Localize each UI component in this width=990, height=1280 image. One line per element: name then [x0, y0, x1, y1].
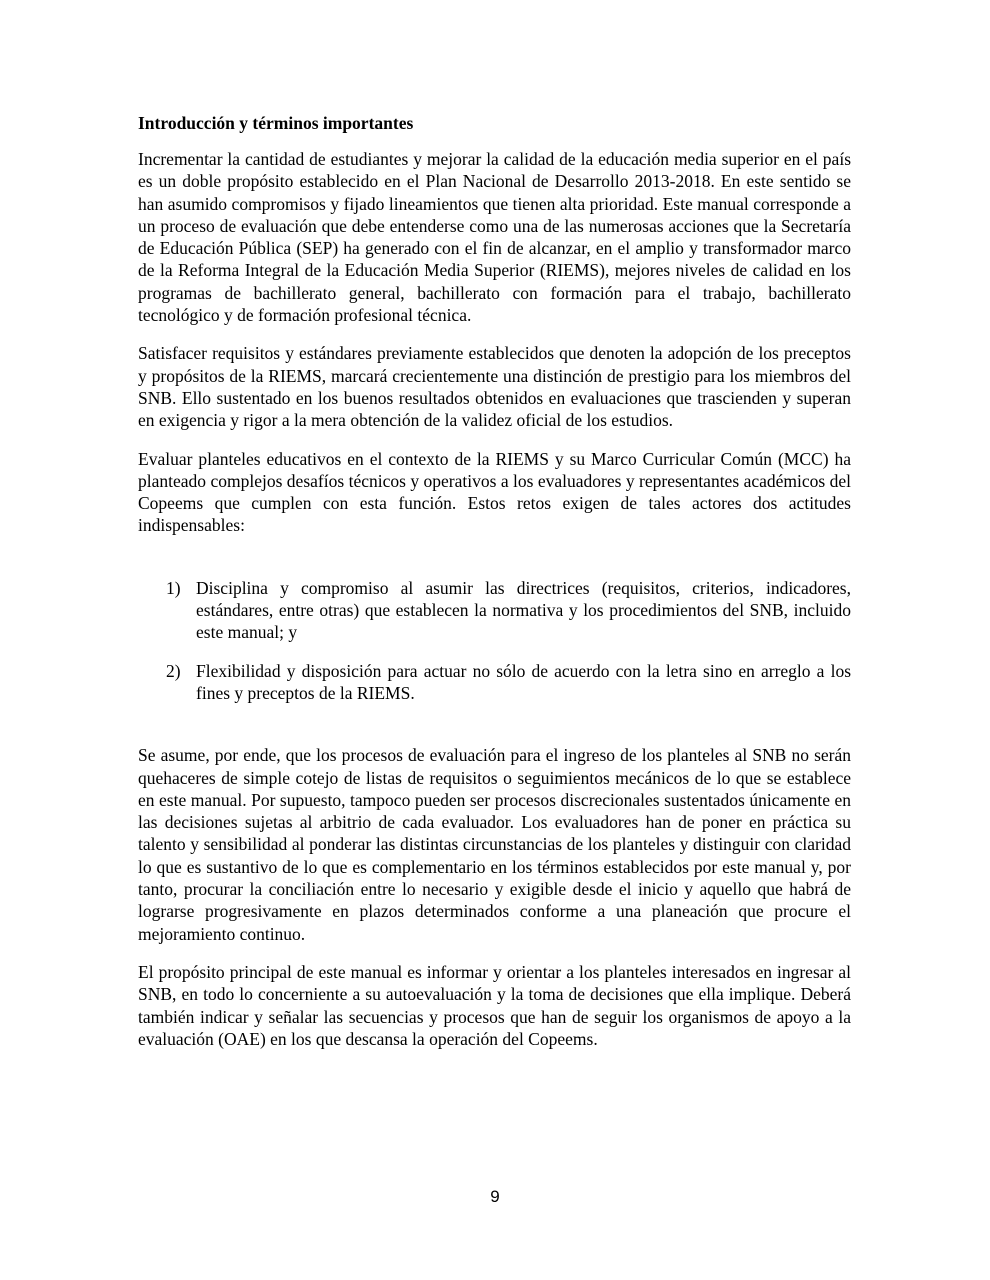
list-item	[138, 577, 851, 644]
list-item-text: Disciplina y compromiso al asumir las directrices (requisitos, criterios, indicadores, estándares, entre otras) que establecen la normativa y los procedimientos del SNB, incluido este manual; y	[196, 577, 851, 643]
paragraph-manual-purpose: El propósito principal de este manual es informar y orientar a los planteles interesados en ingresar al SNB, en todo lo concerniente a su autoevaluación y la toma de decisiones que ella implique. Deberá también indicar y señalar las secuencias y procesos que han de seguir los organismos de apoyo a la evaluación (OAE) en los que descansa la operación del Copeems.	[138, 961, 851, 1049]
document-page	[138, 112, 851, 1066]
list-item	[138, 660, 851, 705]
list-item-number: 2)	[166, 660, 181, 681]
attitudes-list	[138, 577, 851, 704]
paragraph-challenges: Evaluar planteles educativos en el contexto de la RIEMS y su Marco Curricular Común (MCC) ha planteado complejos desafíos técnicos y operativos a los evaluadores y representantes académicos del Copeems que cumplen con esta función. Estos retos exigen de tales actores dos actitudes indispensables:	[138, 448, 851, 536]
section-heading: Introducción y términos importantes	[138, 113, 414, 133]
paragraph-evaluation-process: Se asume, por ende, que los procesos de evaluación para el ingreso de los planteles al SNB no serán quehaceres de simple cotejo de listas de requisitos o seguimientos mecánicos de lo que se establece en este manual. Por supuesto, tampoco pueden ser procesos discrecionales sustentados únicamente en las decisiones sujetas al arbitrio de cada evaluador. Los evaluadores han de poner en práctica su talento y sensibilidad al ponderar las distintas circunstancias de los planteles y distinguir con claridad lo que es sustantivo de lo que es complementario en los términos establecidos por este manual y, por tanto, procurar la conciliación entre lo necesario y exigible desde el inicio y aquello que habrá de lograrse progresivamente en plazos determinados conforme a una planeación que procure el mejoramiento continuo.	[138, 745, 851, 944]
paragraph-requirements: Satisfacer requisitos y estándares previamente establecidos que denoten la adopción de los preceptos y propósitos de la RIEMS, marcará crecientemente una distinción de prestigio para los miembros del SNB. Ello sustentado en los buenos resultados obtenidos en evaluaciones que trascienden y superan en exigencia y rigor a la mera obtención de la validez oficial de los estudios.	[138, 343, 851, 431]
list-item-text: Flexibilidad y disposición para actuar no sólo de acuerdo con la letra sino en arreglo a los fines y preceptos de la RIEMS.	[196, 660, 851, 703]
paragraph-intro: Incrementar la cantidad de estudiantes y mejorar la calidad de la educación media superior en el país es un doble propósito establecido en el Plan Nacional de Desarrollo 2013-2018. En este sentido se han asumido compromisos y fijado lineamientos que tienen alta prioridad. Este manual corresponde a un proceso de evaluación que debe entenderse como una de las numerosas acciones que la Secretaría de Educación Pública (SEP) ha generado con el fin de alcanzar, en el amplio y transformador marco de la Reforma Integral de la Educación Media Superior (RIEMS), mejores niveles de calidad en los programas de bachillerato general, bachillerato con formación para el trabajo, bachillerato tecnológico y de formación profesional técnica.	[138, 149, 851, 326]
page-number: 9	[490, 1187, 500, 1206]
list-item-number: 1)	[166, 577, 181, 598]
